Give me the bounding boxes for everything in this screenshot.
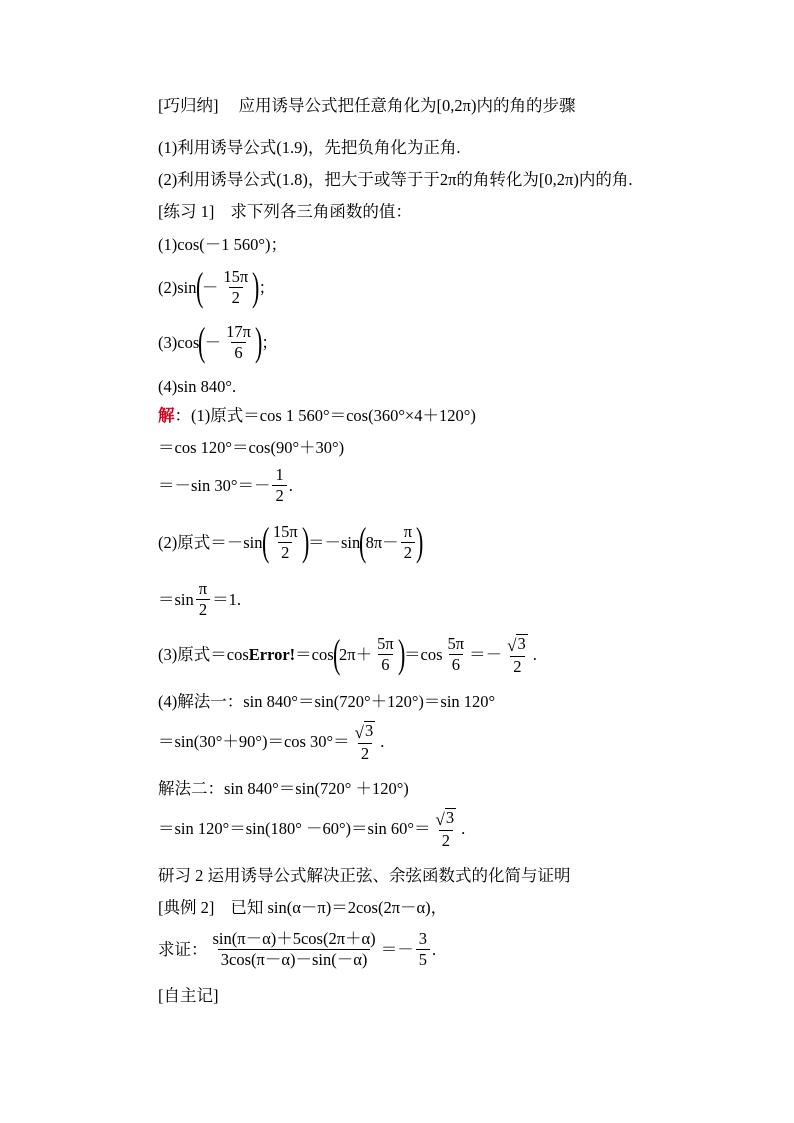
exercise-heading	[158, 204, 412, 221]
solution-4b-line-1: 解法二：sin 840°＝sin(720° ＋120°)	[158, 779, 409, 798]
study2-title: 研习 2 运用诱导公式解决正弦、余弦函数式的化简与证明	[158, 866, 571, 885]
s4-end: .	[380, 732, 385, 752]
fraction-numerator: sin(π－α)＋5cos(2π＋α)	[212, 929, 376, 948]
fraction-denominator: 6	[378, 654, 392, 675]
prove-label: 求证：	[158, 939, 208, 959]
fraction-denominator: 2	[439, 830, 453, 851]
example-tag: [典例 2]	[158, 898, 215, 917]
fraction-denominator: 2	[229, 287, 243, 308]
fraction-denominator: 3cos(π－α)－sin(－α)	[218, 949, 371, 970]
s2-mid: ＝－sin	[308, 532, 361, 552]
paren-close: )	[397, 631, 406, 677]
s3-end: .	[532, 645, 537, 665]
notes-label: [自主记]	[158, 986, 219, 1005]
paren-open: (	[359, 519, 367, 564]
exercise-q2	[158, 264, 275, 309]
prove-eq: ＝－	[380, 939, 414, 959]
fraction	[401, 523, 415, 563]
fraction	[220, 268, 251, 308]
fraction-numerator: 5π	[447, 634, 465, 654]
fraction-denominator: 2	[278, 542, 292, 563]
s2-prefix: (2)原式＝－sin	[158, 532, 263, 552]
fraction-denominator: 2	[358, 743, 372, 764]
fraction-denominator: 2	[196, 599, 210, 620]
radical-sign: √	[507, 635, 517, 655]
s4-prefix: ＝sin(30°＋90°)＝cos 30°＝	[158, 732, 350, 752]
s1-prefix: ＝－sin 30°＝－	[158, 475, 271, 495]
paren-close: )	[254, 319, 263, 364]
paren-open: (	[261, 519, 269, 564]
fraction-numerator: 3	[418, 929, 427, 948]
paren-open: (	[332, 631, 341, 677]
summary-step-1: (1)利用诱导公式(1.9)，先把负角化为正角.	[158, 138, 461, 157]
solution-4-line-2	[158, 721, 384, 764]
fraction-numerator: π	[198, 579, 208, 598]
exercise-prompt: 求下列各三角函数的值：	[230, 202, 412, 221]
q3-end: ；	[261, 332, 278, 352]
radical-sign: √	[435, 809, 445, 829]
fraction-denominator: 6	[449, 654, 463, 675]
fraction-numerator: 5π	[377, 634, 394, 654]
fraction	[210, 930, 379, 970]
prove-end: .	[431, 939, 437, 959]
s2-inner: 8π－	[365, 532, 399, 552]
fraction-numerator	[433, 808, 460, 830]
fraction	[504, 634, 531, 677]
fraction-denominator: 5	[416, 949, 430, 970]
solution-2-line-2	[158, 580, 241, 620]
s2b-end: ＝1.	[212, 589, 241, 609]
radicand: 3	[365, 721, 374, 740]
s4b-prefix: ＝sin 120°＝sin(180° －60°)＝sin 60°＝	[158, 819, 431, 839]
sqrt	[355, 721, 376, 741]
s1-end: .	[288, 475, 293, 495]
s3-inner: 2π＋	[339, 645, 373, 665]
q3-minus: －	[204, 332, 222, 352]
solution-text: ：(1)原式＝cos 1 560°＝cos(360°×4＋120°)	[174, 406, 476, 425]
s3-mid: ＝cos	[295, 645, 334, 665]
fraction-denominator: 2	[510, 656, 524, 677]
s4b-end: .	[461, 819, 466, 839]
fraction-numerator	[352, 721, 379, 743]
summary-heading	[158, 98, 575, 115]
fraction-denominator: 2	[401, 542, 415, 563]
fraction-numerator: π	[403, 522, 413, 542]
fraction-numerator	[504, 634, 531, 656]
paren-close: )	[301, 519, 310, 564]
fraction	[272, 466, 286, 506]
s3-prefix: (3)原式＝cos	[158, 645, 249, 665]
solution-1-line-3	[158, 466, 293, 506]
fraction	[445, 635, 468, 675]
fraction-numerator: 15π	[272, 522, 298, 542]
q2-end: ；	[258, 277, 275, 297]
fraction	[270, 523, 301, 563]
q2-prefix: (2)sin	[158, 277, 197, 297]
radicand: 3	[445, 808, 455, 827]
paren-close: )	[416, 519, 424, 564]
fraction	[196, 580, 210, 620]
fraction	[416, 930, 430, 970]
q3-prefix: (3)cos	[158, 332, 200, 352]
summary-step-2: (2)利用诱导公式(1.8)，把大于或等于于2π的角转化为[0,2π)内的角.	[158, 170, 633, 189]
solution-4-line-1: (4)解法一：sin 840°＝sin(720°＋120°)＝sin 120°	[158, 692, 496, 711]
fraction-denominator: 2	[272, 485, 286, 506]
solution-2-line-1	[158, 519, 424, 564]
solution-label: 解	[158, 406, 175, 425]
paren-close: )	[252, 264, 260, 309]
exercise-tag: [练习 1]	[158, 202, 215, 221]
exercise-q4: (4)sin 840°.	[158, 377, 237, 396]
fraction	[433, 808, 460, 851]
summary-title: 应用诱导公式把任意角化为[0,2π)内的角的步骤	[238, 96, 576, 115]
sqrt	[436, 808, 457, 828]
summary-tag: [巧归纳]	[158, 96, 219, 115]
fraction-denominator: 6	[231, 342, 245, 363]
example2-line	[158, 900, 447, 917]
fraction	[374, 635, 397, 675]
solution-3	[158, 631, 537, 677]
exercise-q3	[158, 319, 278, 364]
solution-1-line-1	[158, 408, 476, 425]
fraction	[223, 323, 254, 363]
solution-4b-line-2	[158, 808, 465, 851]
s3-neg: ＝－	[469, 645, 503, 665]
fraction-numerator: 1	[275, 465, 284, 484]
solution-1-line-2: ＝cos 120°＝cos(90°＋30°)	[158, 438, 345, 457]
radicand: 3	[517, 634, 526, 653]
s2b-prefix: ＝sin	[158, 589, 194, 609]
fraction-numerator: 17π	[226, 322, 251, 342]
sqrt	[507, 634, 528, 654]
error-field: Error!	[248, 645, 296, 665]
s3-eq: ＝cos	[404, 645, 443, 665]
fraction	[352, 721, 379, 764]
q2-minus: －	[201, 277, 219, 297]
example-text: 已知 sin(α－π)＝2cos(2π－α)，	[230, 898, 448, 917]
paren-open: (	[198, 319, 206, 364]
paren-open: (	[195, 264, 203, 309]
radical-sign: √	[354, 722, 365, 742]
fraction-numerator: 15π	[223, 267, 249, 287]
prove-line	[158, 930, 436, 970]
exercise-q1: (1)cos(－1 560°)；	[158, 235, 287, 254]
